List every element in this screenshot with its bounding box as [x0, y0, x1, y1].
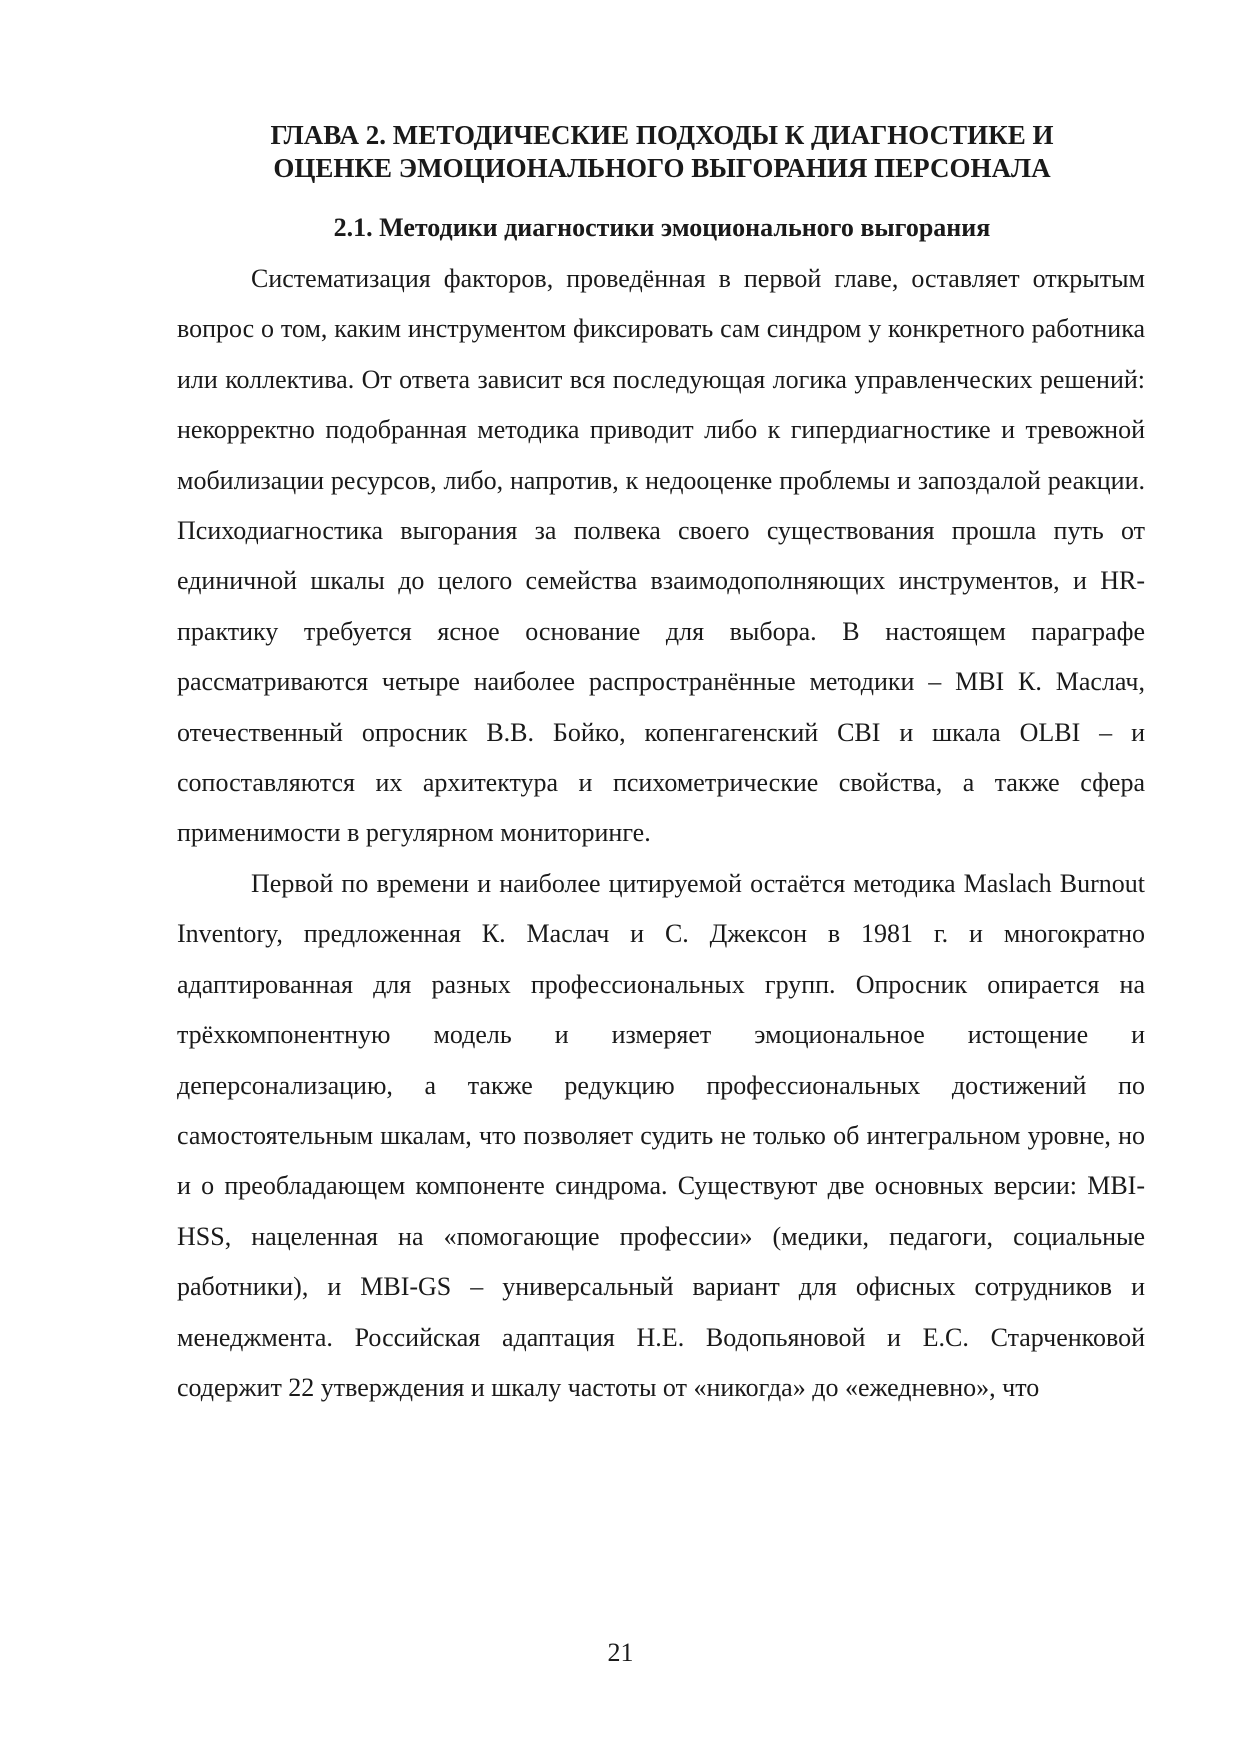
paragraph-2: Первой по времени и наиболее цитируемой остаётся методика Maslach Burnout Inventory, предложенная К. Маслач и С. Джексон в 1981 г. и многократно адаптированная для разных профессиональных групп. Опросник опирается на трёхкомпонентную модель и измеряет эмоциональное истощение и деперсонализацию, а также редукцию профессиональных достижений по самостоятельным шкалам, что позволяет судить не только об интегральном уровне, но и о преобладающем компоненте синдрома. Существуют две основных версии: MBI-HSS, нацеленная на «помогающие профессии» (медики, педагоги, социальные работники), и MBI-GS – универсальный вариант для офисных сотрудников и менеджмента. Российская адаптация Н.Е. Водопьяновой и Е.С. Старченковой содержит 22 утверждения и шкалу частоты от «никогда» до «ежедневно», что	[177, 868, 1145, 1402]
chapter-title-line-2: ОЦЕНКЕ ЭМОЦИОНАЛЬНОГО ВЫГОРАНИЯ ПЕРСОНАЛА	[273, 153, 1051, 183]
chapter-title	[177, 119, 1147, 185]
body-text	[177, 254, 1145, 1413]
chapter-title-line-1: ГЛАВА 2. МЕТОДИЧЕСКИЕ ПОДХОДЫ К ДИАГНОСТИКЕ И	[270, 120, 1054, 150]
paragraph-1: Систематизация факторов, проведённая в первой главе, оставляет открытым вопрос о том, каким инструментом фиксировать сам синдром у конкретного работника или коллектива. От ответа зависит вся последующая логика управленческих решений: некорректно подобранная методика приводит либо к гипердиагностике и тревожной мобилизации ресурсов, либо, напротив, к недооценке проблемы и запоздалой реакции. Психодиагностика выгорания за полвека своего существования прошла путь от единичной шкалы до целого семейства взаимодополняющих инструментов, и HR-практику требуется ясное основание для выбора. В настоящем параграфе рассматриваются четыре наиболее распространённые методики – MBI К. Маслач, отечественный опросник В.В. Бойко, копенгагенский CBI и шкала OLBI – и сопоставляются их архитектура и психометрические свойства, а также сфера применимости в регулярном мониторинге.	[177, 264, 1145, 848]
page-number: 21	[607, 1638, 634, 1667]
section-title: 2.1. Методики диагностики эмоционального выгорания	[333, 213, 991, 242]
